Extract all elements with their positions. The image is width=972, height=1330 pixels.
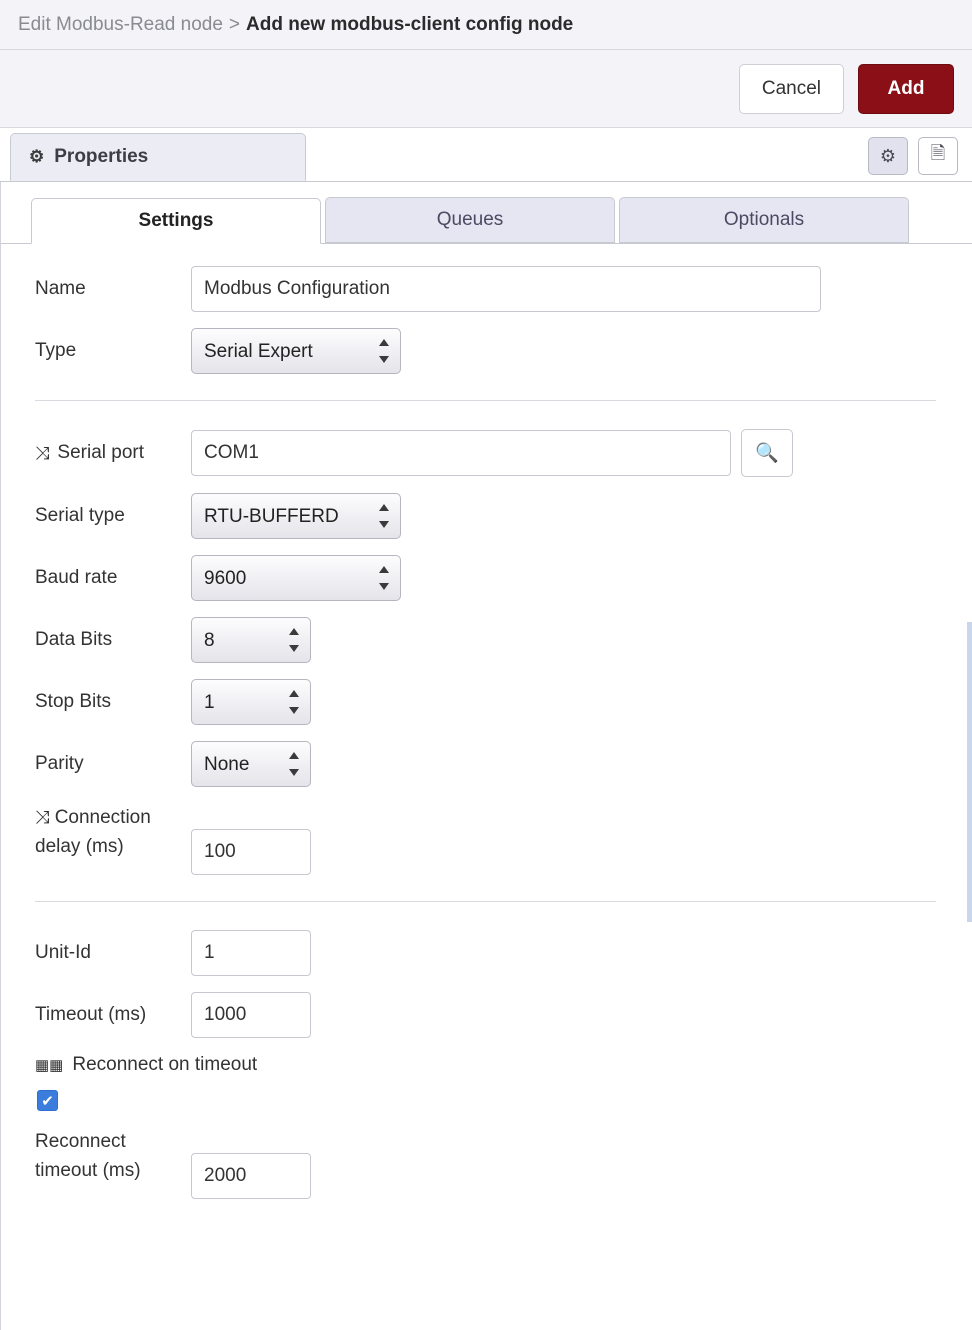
tab-optionals[interactable]: Optionals [619,197,909,243]
tab-settings[interactable]: Settings [31,198,321,244]
timeout-label: Timeout (ms) [35,1004,147,1025]
row-reconnect-checkbox [35,1090,936,1111]
row-serial-type [35,493,936,539]
row-type [35,328,936,374]
row-baud-rate [35,555,936,601]
divider-1 [35,400,936,401]
gear-icon: ⚙ [879,145,897,166]
connection-delay-label-text: Connection delay (ms) [35,807,151,858]
name-input[interactable] [191,266,821,312]
reconnect-on-timeout-checkbox[interactable]: ✔ [37,1090,58,1111]
reconnect-on-timeout-label-row [35,1054,936,1076]
connection-delay-input[interactable] [191,829,311,875]
row-reconnect-timeout [35,1127,936,1199]
divider-2 [35,901,936,902]
serial-type-select[interactable] [191,493,401,539]
baud-rate-label: Baud rate [35,567,118,588]
serial-type-select-wrap [191,493,401,539]
outer-tabstrip [0,128,972,182]
reconnect-on-timeout-label: Reconnect on timeout [72,1054,258,1075]
breadcrumb-parent[interactable]: Edit Modbus-Read node [18,13,223,35]
serial-port-label-text: Serial port [57,442,145,463]
stop-bits-label: Stop Bits [35,691,112,712]
reconnect-timeout-input[interactable] [191,1153,311,1199]
tab-properties[interactable] [10,133,306,181]
reconnect-timeout-label: Reconnect timeout (ms) [35,1131,141,1182]
row-parity [35,741,936,787]
row-stop-bits [35,679,936,725]
row-timeout [35,992,936,1038]
unit-id-input[interactable] [191,930,311,976]
data-bits-select[interactable] [191,617,311,663]
parity-select-wrap [191,741,311,787]
settings-form [1,244,972,1199]
data-bits-label: Data Bits [35,629,113,650]
serial-type-label: Serial type [35,505,125,526]
baud-rate-select[interactable] [191,555,401,601]
row-connection-delay [35,803,936,875]
shuffle-icon: ⤨ [35,442,50,463]
row-data-bits [35,617,936,663]
row-name [35,266,936,312]
stop-bits-select-wrap [191,679,311,725]
search-icon: 🔍 [755,443,779,464]
breadcrumb-current: Add new modbus-client config node [246,13,574,35]
tabstrip-tools [868,137,958,175]
type-select-wrap [191,328,401,374]
gear-icon: ⚙ [29,147,45,166]
parity-select[interactable] [191,741,311,787]
cancel-button[interactable]: Cancel [739,64,844,114]
timeout-input[interactable] [191,992,311,1038]
gear-settings-button[interactable] [868,137,908,175]
document-icon: 🗎 [930,143,946,163]
serial-port-search-button[interactable] [741,429,793,477]
baud-rate-select-wrap [191,555,401,601]
dialog-action-bar [0,50,972,128]
connection-delay-label [35,803,191,862]
serial-port-input[interactable] [191,430,731,476]
parity-label: Parity [35,753,84,774]
add-button[interactable]: Add [858,64,954,114]
row-unit-id [35,930,936,976]
description-button[interactable] [918,137,958,175]
breadcrumb [0,0,972,50]
type-label: Type [35,340,77,361]
tab-queues[interactable]: Queues [325,197,615,243]
shuffle-icon: ⤨ [35,807,50,827]
grid-dots-icon: ▦▦ [35,1057,64,1074]
tab-properties-label: Properties [54,146,149,167]
name-label: Name [35,278,86,299]
row-serial-port [35,429,936,477]
serial-port-label [35,442,191,464]
properties-panel [0,182,972,1330]
type-select[interactable] [191,328,401,374]
stop-bits-select[interactable] [191,679,311,725]
data-bits-select-wrap [191,617,311,663]
scrollbar-indicator[interactable] [967,622,972,922]
breadcrumb-separator: > [228,13,241,35]
unit-id-label: Unit-Id [35,942,91,963]
inner-tabstrip [1,182,972,244]
